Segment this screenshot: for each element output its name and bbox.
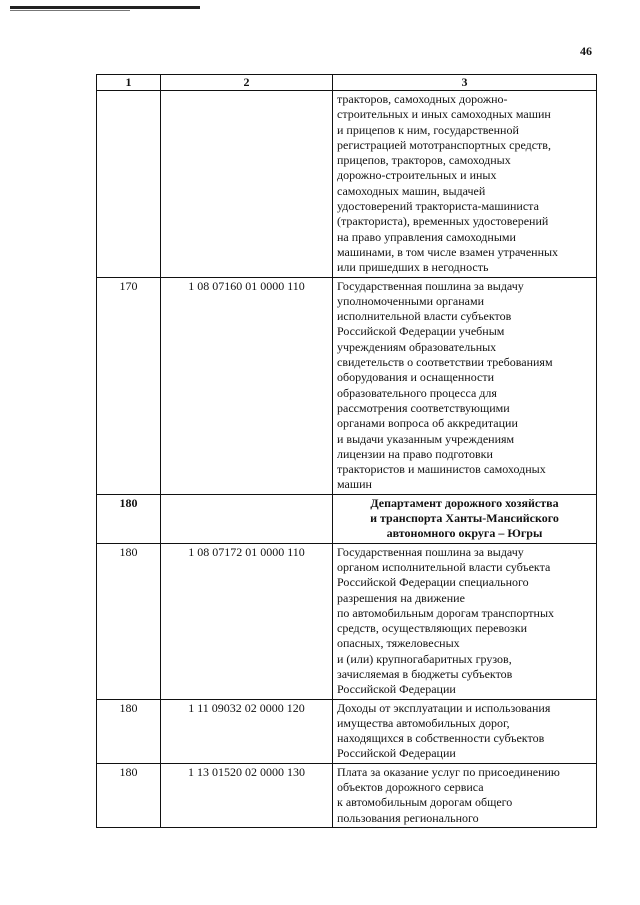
description-line: Российской Федерации xyxy=(337,682,456,697)
admin-code-cell: 180 xyxy=(97,699,161,763)
revenue-code-cell: 1 13 01520 02 0000 130 xyxy=(161,763,333,827)
admin-code-cell: 180 xyxy=(97,494,161,543)
description-line: (тракториста), временных удостоверений xyxy=(337,214,549,229)
description-line: по автомобильным дорогам транспортных xyxy=(337,605,555,620)
description-line: удостоверений тракториста-машиниста xyxy=(337,199,539,214)
scan-artifact-bar xyxy=(10,6,200,9)
description-line: лицензии на право подготовки xyxy=(337,446,493,461)
description-line: исполнительной власти субъектов xyxy=(337,309,512,324)
description-line: и прицепов к ним, государственной xyxy=(337,122,519,137)
header-cell-3: 3 xyxy=(333,75,597,91)
admin-code-cell: 180 xyxy=(97,543,161,699)
description-line: к автомобильным дорогам общего xyxy=(337,795,513,810)
description-line: Государственная пошлина за выдачу xyxy=(337,278,524,293)
description-line: автономного округа – Югры xyxy=(386,526,543,541)
description-line: разрешения на движение xyxy=(337,590,465,605)
scan-artifact-line xyxy=(10,10,130,11)
admin-code-cell: 170 xyxy=(97,277,161,494)
description-line: образовательного процесса для xyxy=(337,385,497,400)
description-line: Российской Федерации учебным xyxy=(337,324,505,339)
table-body xyxy=(97,75,597,828)
description-line: объектов дорожного сервиса xyxy=(337,780,484,795)
description-line: учреждениям образовательных xyxy=(337,339,497,354)
description-line: органом исполнительной власти субъекта xyxy=(337,559,551,574)
description-cell xyxy=(333,763,597,827)
description-line: самоходных машин, выдачей xyxy=(337,183,486,198)
description-line: уполномоченными органами xyxy=(337,293,485,308)
description-line: рассмотрения соответствующими xyxy=(337,400,510,415)
description-cell xyxy=(333,543,597,699)
table-header-row xyxy=(97,75,597,91)
header-cell-2: 2 xyxy=(161,75,333,91)
description-line: средств, осуществляющих перевозки xyxy=(337,621,528,636)
description-line: пользования регионального xyxy=(337,810,479,825)
description-line: трактористов и машинистов самоходных xyxy=(337,462,546,477)
description-line: прицепов, тракторов, самоходных xyxy=(337,153,511,168)
description-line: тракторов, самоходных дорожно- xyxy=(337,92,508,106)
table-row xyxy=(97,763,597,827)
description-line: находящихся в собственности субъектов xyxy=(337,731,545,746)
admin-code-cell xyxy=(97,91,161,278)
revenue-code-cell xyxy=(161,494,333,543)
description-line: или пришедших в негодность xyxy=(337,260,489,275)
table-row xyxy=(97,543,597,699)
description-line: Российской Федерации специального xyxy=(337,575,529,590)
description-line: и (или) крупногабаритных грузов, xyxy=(337,651,512,666)
table-section-row xyxy=(97,494,597,543)
description-line: свидетельств о соответствии требованиям xyxy=(337,355,553,370)
description-cell xyxy=(333,494,597,543)
description-line: машинами, в том числе взамен утраченных xyxy=(337,244,559,259)
table-row xyxy=(97,91,597,278)
revenue-codes-table xyxy=(96,74,597,828)
description-line: опасных, тяжеловесных xyxy=(337,636,460,651)
admin-code-cell: 180 xyxy=(97,763,161,827)
revenue-code-cell: 1 11 09032 02 0000 120 xyxy=(161,699,333,763)
description-line: машин xyxy=(337,477,372,492)
description-line: Российской Федерации xyxy=(337,746,456,761)
description-line: Доходы от эксплуатации и использования xyxy=(337,700,551,715)
header-cell-1: 1 xyxy=(97,75,161,91)
description-line: строительных и иных самоходных машин xyxy=(337,107,551,122)
revenue-code-cell: 1 08 07160 01 0000 110 xyxy=(161,277,333,494)
description-line: зачисляемая в бюджеты субъектов xyxy=(337,666,513,681)
revenue-code-cell: 1 08 07172 01 0000 110 xyxy=(161,543,333,699)
description-line: Департамент дорожного хозяйства xyxy=(370,495,559,510)
description-line: Государственная пошлина за выдачу xyxy=(337,544,524,559)
description-cell xyxy=(333,91,597,278)
description-line: на право управления самоходными xyxy=(337,229,516,244)
description-line: имущества автомобильных дорог, xyxy=(337,715,510,730)
description-cell xyxy=(333,699,597,763)
description-line: дорожно-строительных и иных xyxy=(337,168,497,183)
revenue-code-cell xyxy=(161,91,333,278)
description-line: и транспорта Ханты-Мансийского xyxy=(370,511,559,526)
page-number: 46 xyxy=(580,44,592,58)
table-row xyxy=(97,277,597,494)
description-line: и выдачи указанным учреждениям xyxy=(337,431,515,446)
description-line: оборудования и оснащенности xyxy=(337,370,494,385)
table-row xyxy=(97,699,597,763)
description-line: регистрацией мототранспортных средств, xyxy=(337,137,551,152)
description-cell xyxy=(333,277,597,494)
description-line: органами вопроса об аккредитации xyxy=(337,416,518,431)
description-line: Плата за оказание услуг по присоединению xyxy=(337,764,560,779)
